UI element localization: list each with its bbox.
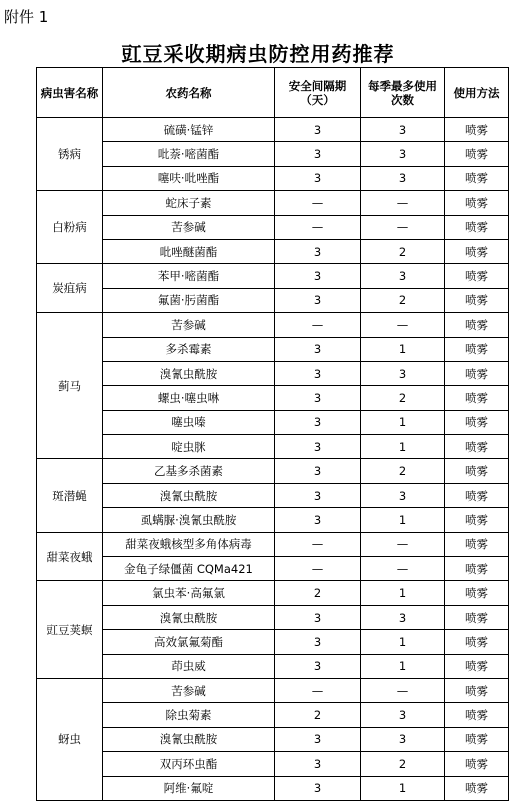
max-uses-cell: — xyxy=(361,557,445,581)
table-row xyxy=(37,313,509,337)
pest-name-cell: 蓟马 xyxy=(37,313,103,459)
max-uses-cell: 2 xyxy=(361,288,445,312)
max-uses-cell: — xyxy=(361,678,445,702)
pesticide-name-cell: 苯甲·嘧菌酯 xyxy=(103,264,275,288)
pesticide-name-cell: 乙基多杀菌素 xyxy=(103,459,275,483)
header-safety-line2: （天） xyxy=(300,92,335,107)
max-uses-cell: 2 xyxy=(361,459,445,483)
safety-interval-cell: 3 xyxy=(275,630,361,654)
max-uses-cell: 1 xyxy=(361,435,445,459)
safety-interval-cell: 3 xyxy=(275,337,361,361)
header-safety-line1: 安全间隔期 xyxy=(288,78,347,93)
table-row xyxy=(37,605,509,629)
pesticide-name-cell: 氟菌·肟菌酯 xyxy=(103,288,275,312)
pesticide-table xyxy=(36,67,509,801)
method-cell: 喷雾 xyxy=(445,703,509,727)
safety-interval-cell: — xyxy=(275,532,361,556)
method-cell: 喷雾 xyxy=(445,581,509,605)
table-row xyxy=(37,118,509,142)
pesticide-name-cell: 虱螨脲·溴氰虫酰胺 xyxy=(103,508,275,532)
safety-interval-cell: 3 xyxy=(275,459,361,483)
pesticide-name-cell: 茚虫威 xyxy=(103,654,275,678)
max-uses-cell: 1 xyxy=(361,410,445,434)
max-uses-cell: 1 xyxy=(361,654,445,678)
max-uses-cell: 1 xyxy=(361,776,445,800)
table-row xyxy=(37,752,509,776)
method-cell: 喷雾 xyxy=(445,727,509,751)
safety-interval-cell: 3 xyxy=(275,288,361,312)
pesticide-name-cell: 氯虫苯·高氟氯 xyxy=(103,581,275,605)
pest-name-cell: 甜菜夜蛾 xyxy=(37,532,103,581)
header-max-line1: 每季最多使用 xyxy=(368,78,437,93)
method-cell: 喷雾 xyxy=(445,508,509,532)
max-uses-cell: 2 xyxy=(361,239,445,263)
method-cell: 喷雾 xyxy=(445,483,509,507)
safety-interval-cell: — xyxy=(275,557,361,581)
header-max-line2: 次数 xyxy=(391,92,414,107)
pesticide-name-cell: 高效氯氟菊酯 xyxy=(103,630,275,654)
max-uses-cell: 3 xyxy=(361,142,445,166)
safety-interval-cell: 3 xyxy=(275,118,361,142)
method-cell: 喷雾 xyxy=(445,264,509,288)
method-cell: 喷雾 xyxy=(445,410,509,434)
safety-interval-cell: — xyxy=(275,678,361,702)
method-cell: 喷雾 xyxy=(445,239,509,263)
safety-interval-cell: 3 xyxy=(275,264,361,288)
method-cell: 喷雾 xyxy=(445,557,509,581)
pest-name-cell: 炭疽病 xyxy=(37,264,103,313)
safety-interval-cell: 2 xyxy=(275,703,361,727)
pesticide-name-cell: 噻呋·吡唑酯 xyxy=(103,166,275,190)
table-row xyxy=(37,191,509,215)
safety-interval-cell: 3 xyxy=(275,508,361,532)
table-row xyxy=(37,483,509,507)
safety-interval-cell: 3 xyxy=(275,776,361,800)
pesticide-name-cell: 阿维·氟啶 xyxy=(103,776,275,800)
header-pest-name: 病虫害名称 xyxy=(37,68,103,118)
method-cell: 喷雾 xyxy=(445,654,509,678)
table-row xyxy=(37,166,509,190)
pest-name-cell: 白粉病 xyxy=(37,191,103,264)
method-cell: 喷雾 xyxy=(445,191,509,215)
header-max-uses xyxy=(361,68,445,118)
table-header-row xyxy=(37,68,509,118)
table-row xyxy=(37,215,509,239)
pesticide-name-cell: 吡唑醚菌酯 xyxy=(103,239,275,263)
table-row xyxy=(37,410,509,434)
method-cell: 喷雾 xyxy=(445,605,509,629)
table-row xyxy=(37,288,509,312)
max-uses-cell: 3 xyxy=(361,727,445,751)
max-uses-cell: 2 xyxy=(361,386,445,410)
attachment-label: 附件 1 xyxy=(4,8,49,26)
safety-interval-cell: 3 xyxy=(275,435,361,459)
safety-interval-cell: 3 xyxy=(275,142,361,166)
safety-interval-cell: 3 xyxy=(275,654,361,678)
method-cell: 喷雾 xyxy=(445,678,509,702)
pesticide-name-cell: 双丙环虫酯 xyxy=(103,752,275,776)
table-row xyxy=(37,508,509,532)
method-cell: 喷雾 xyxy=(445,630,509,654)
safety-interval-cell: 2 xyxy=(275,581,361,605)
method-cell: 喷雾 xyxy=(445,337,509,361)
table-row xyxy=(37,776,509,800)
max-uses-cell: 3 xyxy=(361,166,445,190)
table-row xyxy=(37,581,509,605)
max-uses-cell: — xyxy=(361,532,445,556)
pest-name-cell: 锈病 xyxy=(37,118,103,191)
table-row xyxy=(37,361,509,385)
method-cell: 喷雾 xyxy=(445,459,509,483)
max-uses-cell: 1 xyxy=(361,337,445,361)
pest-name-cell: 蚜虫 xyxy=(37,678,103,800)
max-uses-cell: 1 xyxy=(361,581,445,605)
table-row xyxy=(37,654,509,678)
max-uses-cell: 3 xyxy=(361,361,445,385)
safety-interval-cell: 3 xyxy=(275,386,361,410)
safety-interval-cell: 3 xyxy=(275,727,361,751)
method-cell: 喷雾 xyxy=(445,532,509,556)
pesticide-name-cell: 除虫菊素 xyxy=(103,703,275,727)
pesticide-name-cell: 苦参碱 xyxy=(103,313,275,337)
table-row xyxy=(37,239,509,263)
pest-name-cell: 豇豆荚螟 xyxy=(37,581,103,679)
safety-interval-cell: 3 xyxy=(275,410,361,434)
pesticide-name-cell: 溴氰虫酰胺 xyxy=(103,361,275,385)
max-uses-cell: 3 xyxy=(361,483,445,507)
method-cell: 喷雾 xyxy=(445,288,509,312)
safety-interval-cell: — xyxy=(275,313,361,337)
max-uses-cell: — xyxy=(361,313,445,337)
table-row xyxy=(37,337,509,361)
document-title: 豇豆采收期病虫防控用药推荐 xyxy=(121,42,395,66)
pesticide-name-cell: 苦参碱 xyxy=(103,678,275,702)
pesticide-name-cell: 噻虫嗪 xyxy=(103,410,275,434)
method-cell: 喷雾 xyxy=(445,142,509,166)
method-cell: 喷雾 xyxy=(445,313,509,337)
table-row xyxy=(37,727,509,751)
header-pesticide-name: 农药名称 xyxy=(103,68,275,118)
method-cell: 喷雾 xyxy=(445,361,509,385)
table-row xyxy=(37,703,509,727)
method-cell: 喷雾 xyxy=(445,776,509,800)
pesticide-name-cell: 啶虫脒 xyxy=(103,435,275,459)
table-row xyxy=(37,264,509,288)
table-row xyxy=(37,435,509,459)
table-body xyxy=(37,118,509,801)
pesticide-name-cell: 金龟子绿僵菌 CQMa421 xyxy=(103,557,275,581)
max-uses-cell: 1 xyxy=(361,630,445,654)
max-uses-cell: — xyxy=(361,215,445,239)
table-row xyxy=(37,386,509,410)
pest-name-cell: 斑潜蝇 xyxy=(37,459,103,532)
safety-interval-cell: 3 xyxy=(275,752,361,776)
max-uses-cell: — xyxy=(361,191,445,215)
safety-interval-cell: 3 xyxy=(275,483,361,507)
pesticide-name-cell: 蛇床子素 xyxy=(103,191,275,215)
max-uses-cell: 1 xyxy=(361,508,445,532)
method-cell: 喷雾 xyxy=(445,215,509,239)
max-uses-cell: 3 xyxy=(361,703,445,727)
method-cell: 喷雾 xyxy=(445,435,509,459)
table-row xyxy=(37,532,509,556)
method-cell: 喷雾 xyxy=(445,118,509,142)
method-cell: 喷雾 xyxy=(445,166,509,190)
header-method: 使用方法 xyxy=(445,68,509,118)
max-uses-cell: 2 xyxy=(361,752,445,776)
table-row xyxy=(37,630,509,654)
pesticide-name-cell: 溴氰虫酰胺 xyxy=(103,483,275,507)
header-safety-interval xyxy=(275,68,361,118)
pesticide-name-cell: 硫磺·锰锌 xyxy=(103,118,275,142)
pesticide-name-cell: 多杀霉素 xyxy=(103,337,275,361)
safety-interval-cell: 3 xyxy=(275,605,361,629)
pesticide-name-cell: 溴氰虫酰胺 xyxy=(103,727,275,751)
method-cell: 喷雾 xyxy=(445,386,509,410)
max-uses-cell: 3 xyxy=(361,264,445,288)
pesticide-name-cell: 甜菜夜蛾核型多角体病毒 xyxy=(103,532,275,556)
safety-interval-cell: — xyxy=(275,191,361,215)
method-cell: 喷雾 xyxy=(445,752,509,776)
pesticide-name-cell: 苦参碱 xyxy=(103,215,275,239)
table-row xyxy=(37,557,509,581)
max-uses-cell: 3 xyxy=(361,118,445,142)
pesticide-name-cell: 螺虫·噻虫啉 xyxy=(103,386,275,410)
safety-interval-cell: 3 xyxy=(275,239,361,263)
pesticide-name-cell: 吡萘·嘧菌酯 xyxy=(103,142,275,166)
table-row xyxy=(37,459,509,483)
table-row xyxy=(37,678,509,702)
safety-interval-cell: 3 xyxy=(275,166,361,190)
table-row xyxy=(37,142,509,166)
safety-interval-cell: — xyxy=(275,215,361,239)
max-uses-cell: 3 xyxy=(361,605,445,629)
pesticide-name-cell: 溴氰虫酰胺 xyxy=(103,605,275,629)
safety-interval-cell: 3 xyxy=(275,361,361,385)
